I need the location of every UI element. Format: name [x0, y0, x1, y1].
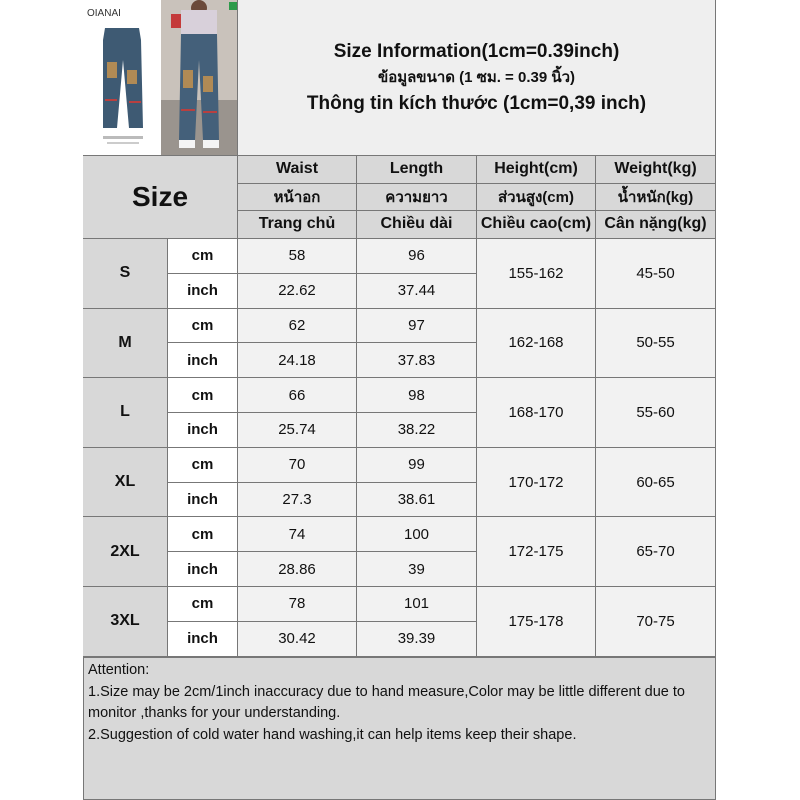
size-header: Size [83, 156, 238, 239]
title-english: Size Information(1cm=0.39inch) [333, 40, 620, 62]
weight-range-value: 55-60 [596, 378, 716, 448]
model-photo [161, 0, 238, 156]
waist-inch-value: 25.74 [238, 413, 357, 448]
height-range-value: 155-162 [477, 239, 596, 309]
attention-notes [83, 657, 716, 800]
weight-header-2: น้ำหนัก(kg) [596, 184, 716, 212]
weight-range-value: 65-70 [596, 517, 716, 587]
length-inch-value: 37.83 [357, 343, 477, 378]
length-cm-value: 101 [357, 587, 477, 622]
length-inch-value: 39 [357, 552, 477, 587]
height-range-value: 170-172 [477, 448, 596, 518]
length-cm-value: 99 [357, 448, 477, 483]
height-header-3: Chiều cao(cm) [477, 211, 596, 239]
jeans-illustration [83, 0, 238, 156]
unit-label-cm: cm [168, 587, 238, 622]
length-header-1: Length [357, 156, 477, 184]
unit-label-cm: cm [168, 517, 238, 552]
notes-line-1: 1.Size may be 2cm/1inch inaccuracy due to hand measure,Color may be little different due to monitor ,thanks for your understanding. [88, 683, 685, 721]
weight-range-value: 50-55 [596, 309, 716, 379]
size-label-s: S [83, 239, 168, 309]
height-range-value: 168-170 [477, 378, 596, 448]
length-inch-value: 38.22 [357, 413, 477, 448]
length-inch-value: 38.61 [357, 483, 477, 518]
unit-label-cm: cm [168, 239, 238, 274]
weight-header-3: Cân nặng(kg) [596, 211, 716, 239]
waist-header-1: Waist [238, 156, 357, 184]
waist-inch-value: 24.18 [238, 343, 357, 378]
height-header-2: ส่วนสูง(cm) [477, 184, 596, 212]
size-label-l: L [83, 378, 168, 448]
weight-range-value: 70-75 [596, 587, 716, 657]
unit-label-cm: cm [168, 378, 238, 413]
waist-inch-value: 27.3 [238, 483, 357, 518]
unit-label-inch: inch [168, 343, 238, 378]
brand-logo: OIANAI [87, 8, 121, 19]
height-range-value: 175-178 [477, 587, 596, 657]
size-label-3xl: 3XL [83, 587, 168, 657]
length-inch-value: 37.44 [357, 274, 477, 309]
waist-cm-value: 78 [238, 587, 357, 622]
unit-label-inch: inch [168, 622, 238, 657]
length-inch-value: 39.39 [357, 622, 477, 657]
weight-range-value: 45-50 [596, 239, 716, 309]
waist-inch-value: 28.86 [238, 552, 357, 587]
unit-label-inch: inch [168, 483, 238, 518]
length-cm-value: 96 [357, 239, 477, 274]
waist-cm-value: 62 [238, 309, 357, 344]
waist-header-2: หน้าอก [238, 184, 357, 212]
unit-label-cm: cm [168, 448, 238, 483]
notes-heading: Attention: [88, 662, 150, 678]
size-info-title [238, 0, 716, 156]
height-header-1: Height(cm) [477, 156, 596, 184]
title-thai: ข้อมูลขนาด (1 ซม. = 0.39 นิ้ว) [377, 68, 576, 86]
size-label-xl: XL [83, 448, 168, 518]
length-cm-value: 97 [357, 309, 477, 344]
length-header-2: ความยาว [357, 184, 477, 212]
notes-line-2: 2.Suggestion of cold water hand washing,it can help items keep their shape. [88, 726, 577, 743]
weight-header-1: Weight(kg) [596, 156, 716, 184]
length-header-3: Chiều dài [357, 211, 477, 239]
weight-range-value: 60-65 [596, 448, 716, 518]
size-label-m: M [83, 309, 168, 379]
waist-cm-value: 74 [238, 517, 357, 552]
unit-label-inch: inch [168, 552, 238, 587]
unit-label-inch: inch [168, 413, 238, 448]
unit-label-cm: cm [168, 309, 238, 344]
unit-label-inch: inch [168, 274, 238, 309]
waist-inch-value: 30.42 [238, 622, 357, 657]
waist-header-3: Trang chủ [238, 211, 357, 239]
length-cm-value: 98 [357, 378, 477, 413]
length-cm-value: 100 [357, 517, 477, 552]
waist-inch-value: 22.62 [238, 274, 357, 309]
height-range-value: 162-168 [477, 309, 596, 379]
waist-cm-value: 66 [238, 378, 357, 413]
waist-cm-value: 58 [238, 239, 357, 274]
waist-cm-value: 70 [238, 448, 357, 483]
height-range-value: 172-175 [477, 517, 596, 587]
size-label-2xl: 2XL [83, 517, 168, 587]
title-vietnamese: Thông tin kích thước (1cm=0,39 inch) [306, 92, 647, 114]
product-photo [83, 0, 238, 156]
